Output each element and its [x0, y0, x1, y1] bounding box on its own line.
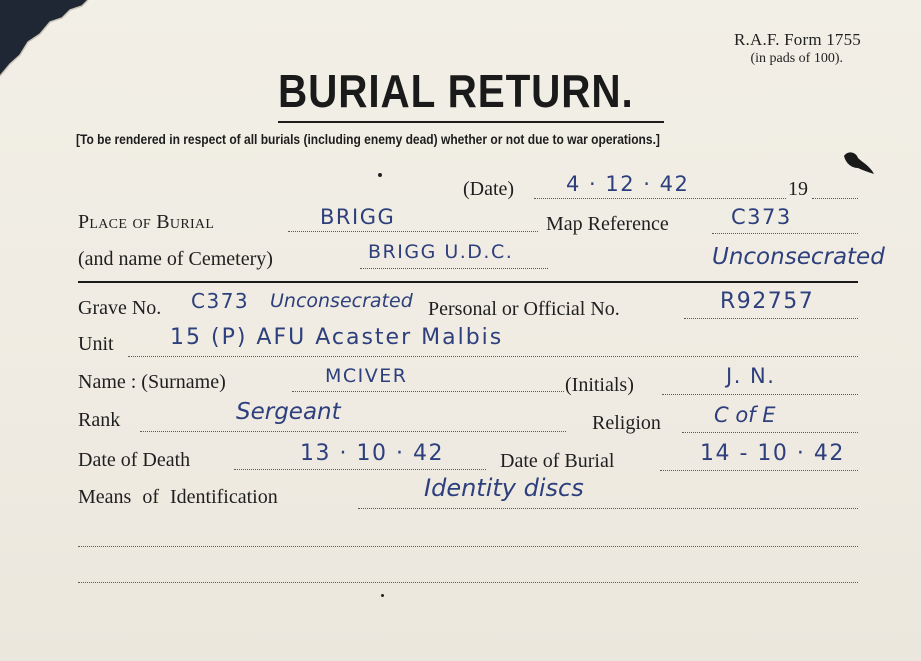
date-of-burial-value: 14 - 10 · 42: [700, 441, 845, 466]
unit-label: Unit: [78, 333, 114, 355]
year-label: 19: [788, 178, 808, 200]
means-of-identification-label: Means of Identification: [78, 486, 278, 508]
place-of-burial-dotted-line: [288, 231, 538, 232]
rank-value: Sergeant: [236, 399, 341, 425]
surname-dotted-line: [292, 391, 564, 392]
map-reference-label: Map Reference: [546, 213, 669, 235]
initials-label: (Initials): [565, 374, 634, 396]
form-instruction: [To be rendered in respect of all burials (including enemy dead) whether or not due to war operations.]: [76, 132, 660, 147]
date-of-death-label: Date of Death: [78, 449, 191, 471]
religion-dotted-line: [682, 432, 858, 433]
map-reference-dotted-line: [712, 233, 858, 234]
means-of-identification-dotted-line: [358, 508, 858, 509]
cemetery-note: Unconsecrated: [712, 244, 885, 270]
section-divider: [78, 281, 858, 283]
unit-dotted-line: [128, 356, 858, 357]
date-of-burial-dotted-line: [660, 470, 858, 471]
personal-no-label: Personal or Official No.: [428, 298, 620, 320]
date-dotted-line: [534, 198, 786, 199]
initials-value: J. N.: [726, 364, 776, 388]
title-underline: [278, 121, 664, 123]
personal-no-value: R92757: [720, 289, 815, 314]
initials-dotted-line: [662, 394, 858, 395]
grave-no-label: Grave No.: [78, 297, 162, 319]
place-of-burial-value: BRIGG: [320, 205, 396, 229]
date-of-death-value: 13 · 10 · 42: [300, 441, 444, 466]
religion-value: C of E: [714, 403, 776, 427]
grave-no-note: Unconsecrated: [270, 290, 413, 312]
rank-label: Rank: [78, 409, 121, 431]
date-label: (Date): [463, 178, 515, 200]
torn-corner: [0, 0, 90, 80]
rank-dotted-line: [140, 431, 566, 432]
blank-dotted-line: [78, 582, 858, 583]
form-pads-note: (in pads of 100).: [750, 51, 843, 66]
personal-no-dotted-line: [684, 318, 858, 319]
ink-speck: [381, 594, 384, 597]
date-of-burial-label: Date of Burial: [500, 450, 615, 472]
date-value: 4 · 12 · 42: [566, 172, 690, 196]
place-of-burial-label: Place of Burial: [78, 211, 215, 233]
surname-value: MCIVER: [325, 365, 408, 387]
cemetery-dotted-line: [360, 268, 548, 269]
cemetery-label: (and name of Cemetery): [78, 248, 273, 270]
blank-dotted-line: [78, 546, 858, 547]
map-reference-value: C373: [731, 205, 792, 229]
means-of-identification-value: Identity discs: [424, 474, 584, 502]
ink-speck: [378, 173, 382, 177]
unit-value: 15 (P) AFU Acaster Malbis: [170, 325, 504, 350]
form-identifier: [734, 30, 861, 67]
date-of-death-dotted-line: [234, 469, 486, 470]
form-title: BURIAL RETURN.: [278, 65, 634, 117]
form-number: R.A.F. Form 1755: [734, 30, 861, 49]
grave-no-code: C373: [191, 289, 250, 313]
religion-label: Religion: [592, 412, 661, 434]
year-dotted-line: [812, 198, 858, 199]
name-surname-label: Name : (Surname): [78, 371, 226, 393]
cemetery-value: BRIGG U.D.C.: [368, 241, 514, 263]
ink-blot: [838, 142, 878, 182]
